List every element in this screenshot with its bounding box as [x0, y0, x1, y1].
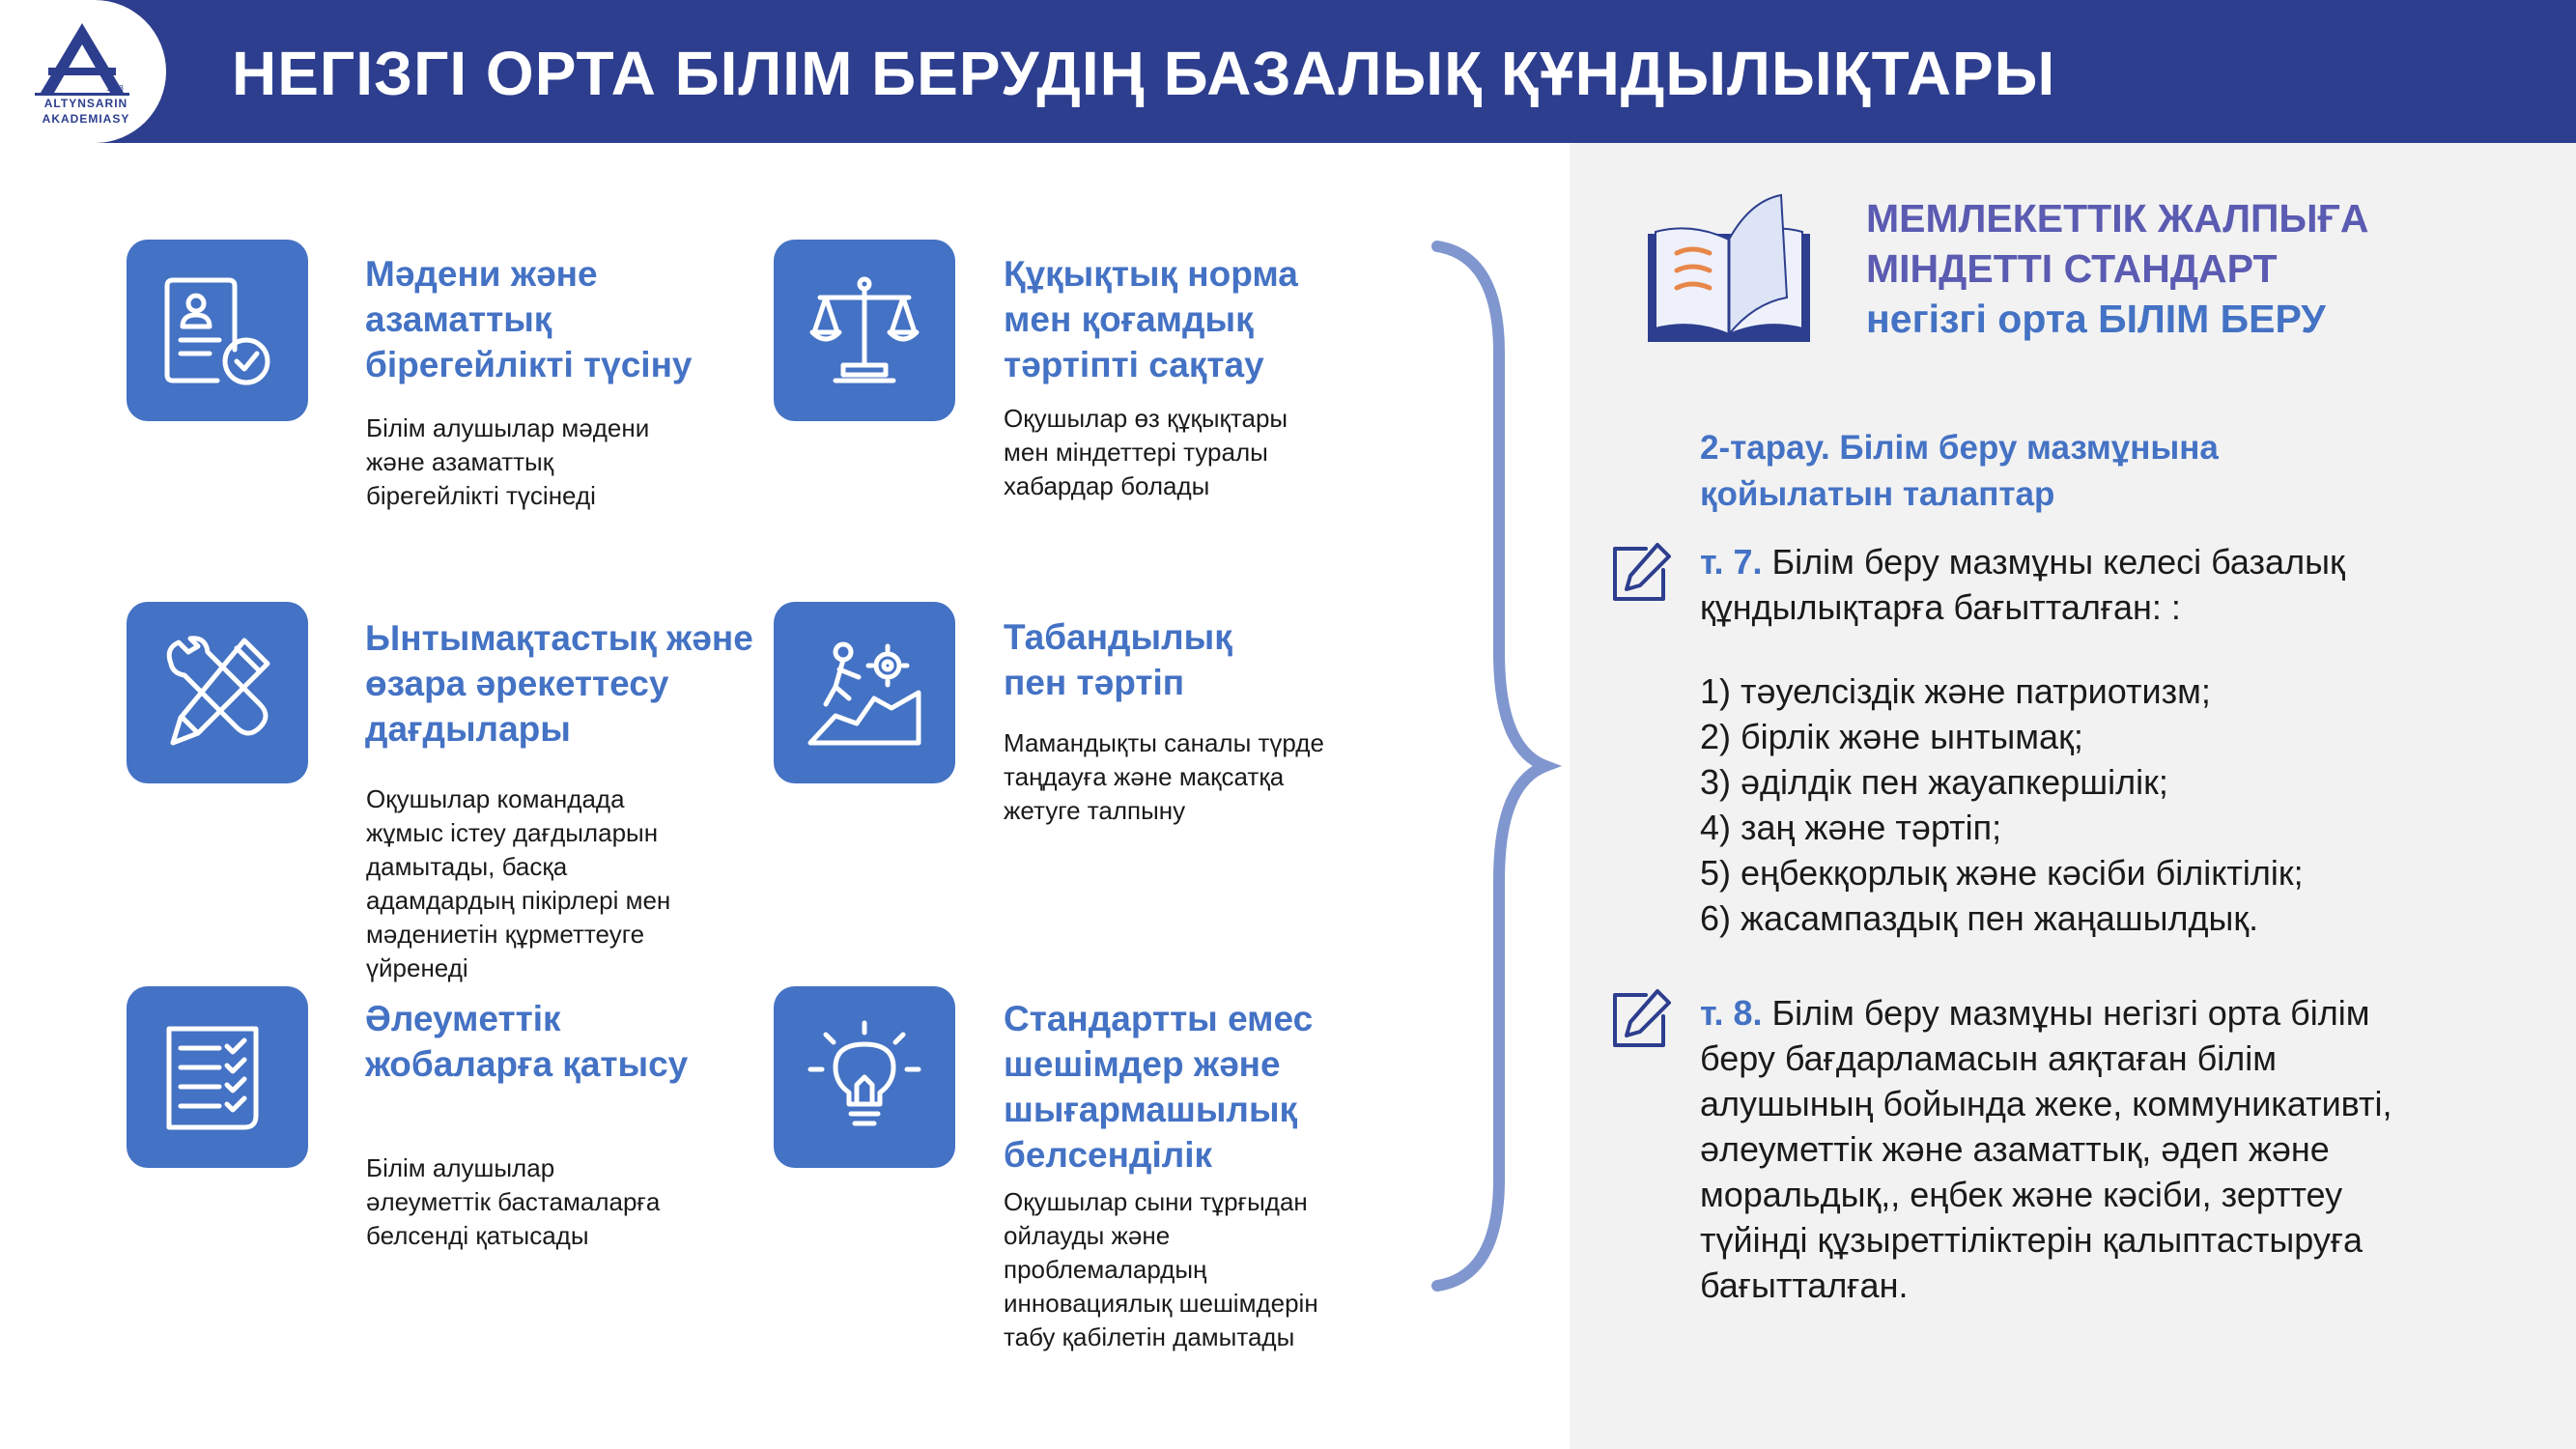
paragraph-7: т. 7. Білім беру мазмұны келесі базалық құндылықтарға бағытталған: :	[1700, 542, 2345, 627]
standard-title: МЕМЛЕКЕТТІК ЖАЛПЫҒА МІНДЕТТІ СТАНДАРТ негізгі орта БІЛІМ БЕРУ	[1866, 196, 2369, 341]
logo	[0, 0, 166, 143]
logo-line-2: AKADEMIASY	[42, 112, 130, 126]
card-4-title: Табандылық пен тәртіп	[1004, 617, 1232, 702]
id-card-check-icon	[159, 272, 275, 388]
chapter-title: 2-тарау. Білім беру мазмұнына қойылатын талаптар	[1700, 429, 2219, 513]
card-3-title: Ынтымақтастық және өзара әрекеттесу дағдылары	[365, 618, 753, 749]
card-5-title: Әлеуметтік жобаларға қатысу	[365, 999, 689, 1084]
logo-year: 1903	[106, 84, 124, 93]
curly-brace-divider	[1420, 237, 1565, 1299]
logo-mark-icon	[29, 21, 135, 99]
card-1-title: Мәдени және азаматтық бірегейлікті түсіну	[365, 254, 693, 384]
logo-line-1: ALTYNSARIN	[43, 97, 128, 110]
values-list	[1700, 668, 2304, 941]
lightbulb-icon	[807, 1019, 922, 1135]
card-5-description: Білім алушылар әлеуметтік бастамаларға белсенді қатысады	[366, 1153, 661, 1250]
card-2-icon-box	[774, 240, 955, 421]
paragraph-8: т. 8. Білім беру мазмұны негізгі орта білім беру бағдарламасын аяқтаған білім алушының бойында жеке, коммуникативті, әлеуметтік және азаматтық, әдеп және моральдық,, еңбек және кәсіби, зерттеу түйінді құзыреттіліктерін қалыптастыруға бағытталған.	[1700, 993, 2392, 1305]
card-2-title: Құқықтық норма мен қоғамдық тәртіпті сақтау	[1004, 254, 1298, 384]
card-4-description: Мамандықты саналы түрде таңдауға және мақсатқа жетуге талпыну	[1004, 728, 1324, 825]
climber-gear-icon	[807, 635, 922, 751]
list-item: 1) тәуелсіздік және патриотизм;	[1700, 671, 2211, 711]
card-5-icon-box	[127, 986, 308, 1168]
card-2-description: Оқушылар өз құқықтары мен міндеттері туралы хабардар болады	[1004, 404, 1288, 500]
card-3-icon-box	[127, 602, 308, 783]
open-book-icon	[1642, 193, 1816, 348]
list-item: 2) бірлік және ынтымақ;	[1700, 717, 2083, 756]
scales-icon	[807, 272, 922, 388]
card-6-title: Стандартты емес шешімдер және шығармашылық белсенділік	[1004, 999, 1314, 1175]
header-bar	[0, 0, 2576, 143]
list-item: 4) заң және тәртіп;	[1700, 808, 2002, 847]
page-title: НЕГІЗГІ ОРТА БІЛІМ БЕРУДІҢ БАЗАЛЫҚ ҚҰНДЫЛЫҚТАРЫ	[232, 39, 2056, 108]
list-item: 3) әділдік пен жауапкершілік;	[1700, 762, 2168, 802]
tools-icon	[159, 635, 275, 751]
edit-pen-icon	[1607, 541, 1673, 607]
checklist-icon	[159, 1019, 275, 1135]
card-3-description: Оқушылар командада жұмыс істеу дағдыларын дамытады, басқа адамдардың пікірлері мен мәдениетін құрметтеуге үйренеді	[366, 784, 671, 982]
card-1-icon-box	[127, 240, 308, 421]
card-1-description: Білім алушылар мәдени және азаматтық бірегейлікті түсінеді	[366, 413, 650, 510]
edit-pen-icon	[1607, 987, 1673, 1053]
list-item: 6) жасампаздық пен жаңашылдық.	[1700, 898, 2259, 938]
list-item: 5) еңбекқорлық және кәсіби біліктілік;	[1700, 853, 2304, 893]
card-6-icon-box	[774, 986, 955, 1168]
card-4-icon-box	[774, 602, 955, 783]
card-6-description: Оқушылар сыни тұрғыдан ойлауды және проблемалардың инновациялық шешімдерін табу қабілетін дамытады	[1004, 1187, 1318, 1351]
